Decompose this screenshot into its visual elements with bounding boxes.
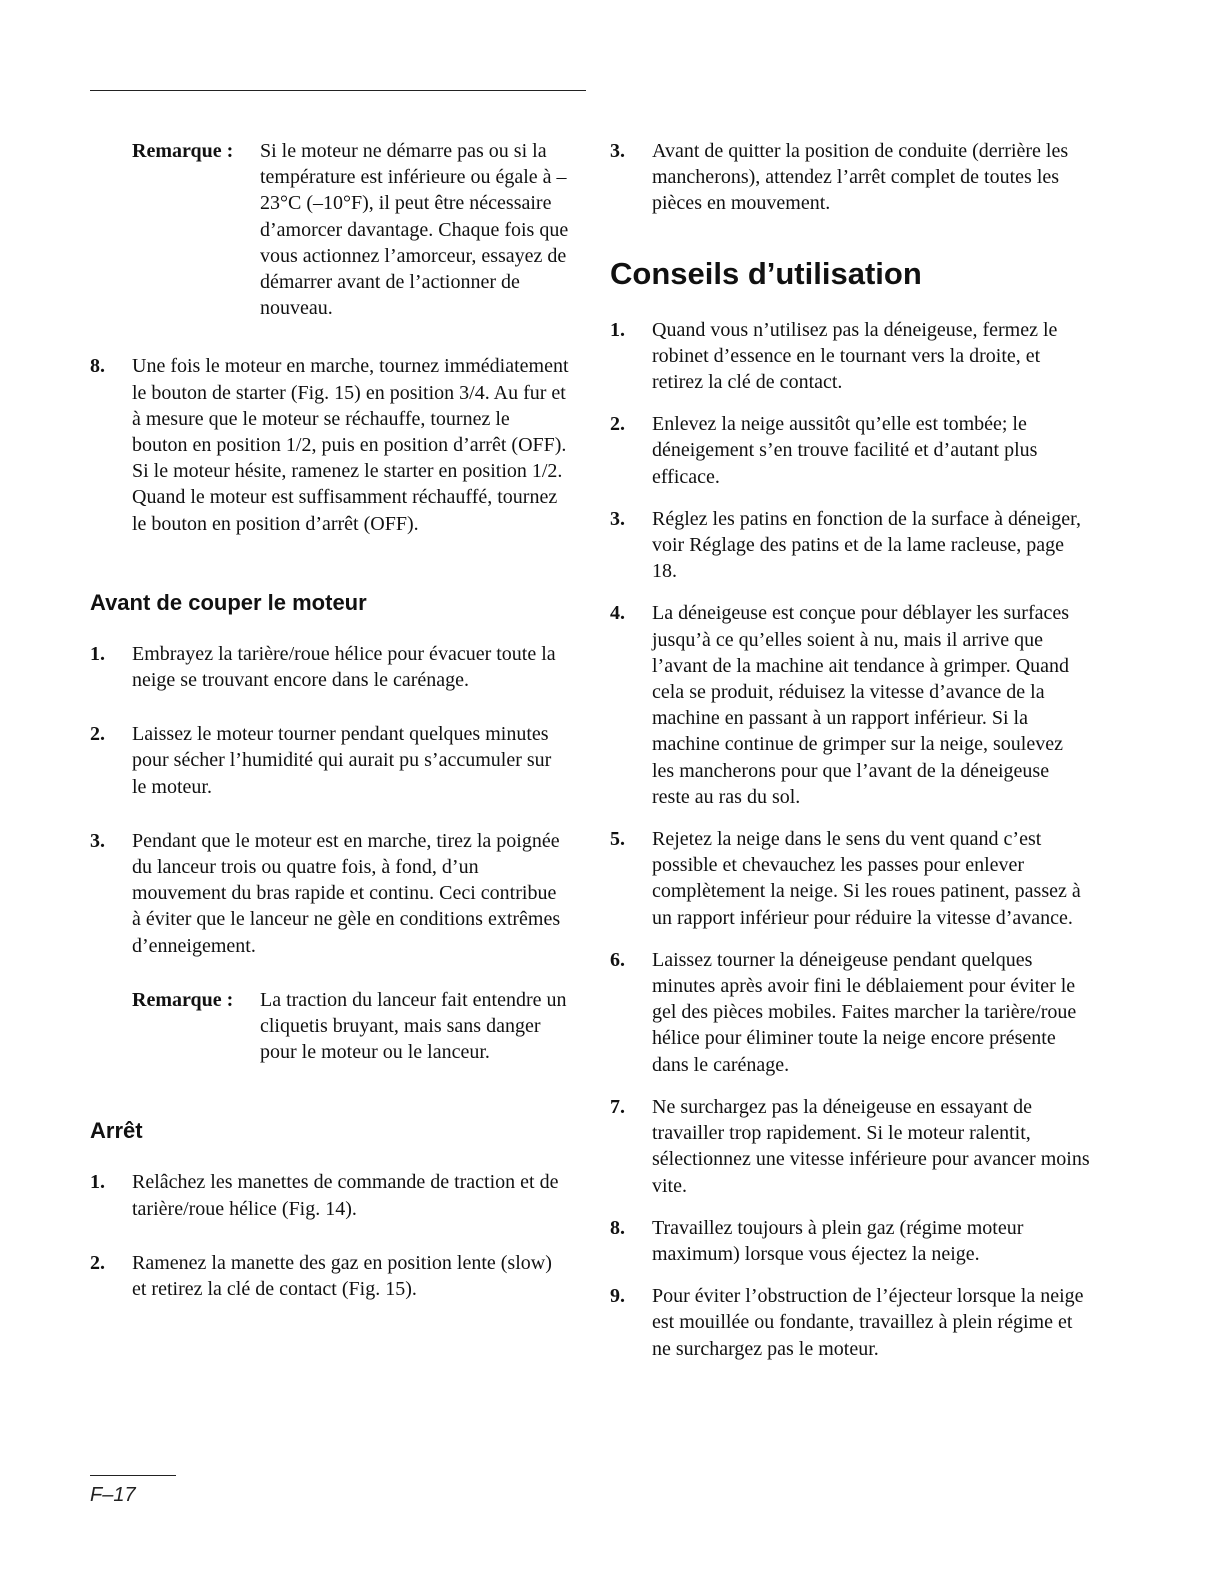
item-text: Quand vous n’utilisez pas la déneigeuse, fermez le robinet d’essence en le tournant vers la droite, et retirez la clé de contact. bbox=[652, 318, 1058, 394]
list-item-3 bbox=[610, 138, 1090, 217]
list-item bbox=[610, 411, 1090, 490]
header-rule bbox=[90, 90, 586, 91]
left-column bbox=[90, 138, 570, 1318]
list-item bbox=[90, 721, 570, 800]
item-number: 6. bbox=[610, 948, 625, 971]
item-text: Travaillez toujours à plein gaz (régime moteur maximum) lorsque vous éjectez la neige. bbox=[652, 1216, 1024, 1265]
item-text: Pour éviter l’obstruction de l’éjecteur lorsque la neige est mouillée ou fondante, travaillez à plein régime et ne surchargez pas le moteur. bbox=[652, 1285, 1084, 1360]
heading-arret: Arrêt bbox=[90, 1118, 143, 1144]
item-text: Pendant que le moteur est en marche, tirez la poignée du lanceur trois ou quatre fois, à fond, d’un mouvement du bras rapide et continu. Ceci contribue à éviter que le lanceur ne gèle en conditions extrêmes d’enneigement. bbox=[132, 829, 561, 957]
note-label: Remarque : bbox=[132, 140, 234, 162]
item-text: Relâchez les manettes de commande de traction et de tarière/roue hélice (Fig. 14). bbox=[132, 1171, 559, 1220]
list-item bbox=[90, 641, 570, 693]
item-number: 1. bbox=[90, 642, 105, 665]
list-item bbox=[90, 1169, 570, 1221]
item-number: 1. bbox=[90, 1171, 105, 1194]
list-item bbox=[610, 826, 1090, 931]
item-text: La déneigeuse est conçue pour déblayer les surfaces jusqu’à ce qu’elles soient à nu, mais il arrive que l’avant de la machine ait tendance à grimper. Quand cela se produit, réduisez la vitesse d’avance de la machine en passant à un rapport inférieur. Si la machine continue de grimper sur la neige, soulevez les mancherons pour que l’avant de la déneigeuse reste au ras du sol. bbox=[652, 602, 1070, 808]
item-number: 9. bbox=[610, 1285, 625, 1308]
note-text: Si le moteur ne démarre pas ou si la température est inférieure ou égale à –23°C (–10°F), il peut être nécessaire d’amorcer davantage. Chaque fois que vous actionnez l’amorceur, essayez de démarrer avant de l’actionner de nouveau. bbox=[260, 140, 569, 320]
item-number: 5. bbox=[610, 828, 625, 851]
list-item bbox=[610, 506, 1090, 585]
heading-avant-de-couper: Avant de couper le moteur bbox=[90, 589, 367, 615]
item-number: 1. bbox=[610, 318, 625, 341]
item-number: 7. bbox=[610, 1095, 625, 1118]
item-number: 2. bbox=[90, 1251, 105, 1274]
list-item bbox=[610, 600, 1090, 810]
note-label: Remarque : bbox=[132, 988, 234, 1011]
item-text: Laissez le moteur tourner pendant quelques minutes pour sécher l’humidité qui aurait pu s’accumuler sur le moteur. bbox=[132, 723, 552, 798]
item-text: Réglez les patins en fonction de la surface à déneiger, voir Réglage des patins et de la lame racleuse, page 18. bbox=[652, 507, 1082, 583]
item-text: Embrayez la tarière/roue hélice pour évacuer toute la neige se trouvant encore dans le carénage. bbox=[132, 642, 556, 692]
list-item bbox=[610, 947, 1090, 1078]
item-text: Rejetez la neige dans le sens du vent quand c’est possible et chevauchez les passes pour enlever complètement la neige. Si les roues patinent, passez à un rapport inférieur pour réduire la vitesse d’avance. bbox=[652, 828, 1081, 929]
list-item bbox=[610, 1215, 1090, 1267]
item-number: 3. bbox=[610, 507, 625, 530]
item-number: 8. bbox=[90, 355, 105, 378]
list-item bbox=[90, 1250, 570, 1302]
item-number: 3. bbox=[610, 140, 625, 162]
page-number: F–17 bbox=[90, 1484, 136, 1506]
note-remarque-amorcage bbox=[132, 138, 570, 321]
list-item bbox=[610, 317, 1090, 396]
right-column bbox=[610, 138, 1090, 1378]
item-text: Ne surchargez pas la déneigeuse en essayant de travailler trop rapidement. Si le moteur ralentit, sélectionnez une vitesse inférieure pour avancer moins vite. bbox=[652, 1095, 1090, 1197]
item-number: 4. bbox=[610, 602, 625, 625]
heading-conseils-utilisation: Conseils d’utilisation bbox=[610, 255, 922, 291]
list-item-8 bbox=[90, 353, 570, 536]
item-number: 8. bbox=[610, 1216, 625, 1239]
list-item bbox=[610, 1094, 1090, 1199]
list-item bbox=[610, 1283, 1090, 1362]
item-text: Ramenez la manette des gaz en position lente (slow) et retirez la clé de contact (Fig. 15). bbox=[132, 1251, 552, 1301]
item-text: Enlevez la neige aussitôt qu’elle est tombée; le déneigement s’en trouve facilité et d’autant plus efficace. bbox=[652, 413, 1038, 488]
item-text: Laissez tourner la déneigeuse pendant quelques minutes après avoir fini le déblaiement pour éviter le gel des pièces mobiles. Faites marcher la tarière/roue hélice pour éliminer toute la neige encore présente dans le carénage. bbox=[652, 948, 1077, 1076]
note-remarque-lanceur bbox=[132, 987, 570, 1066]
item-number: 3. bbox=[90, 829, 105, 852]
list-item bbox=[90, 828, 570, 959]
note-text: La traction du lanceur fait entendre un cliquetis bruyant, mais sans danger pour le moteur ou le lanceur. bbox=[260, 988, 567, 1064]
item-number: 2. bbox=[90, 723, 105, 746]
item-text: Une fois le moteur en marche, tournez immédiatement le bouton de starter (Fig. 15) en position 3/4. Au fur et à mesure que le moteur se réchauffe, tournez le bouton en position 1/2, puis en position d’arrêt (OFF). Si le moteur hésite, ramenez le starter en position 1/2. Quand le moteur est suffisamment réchauffé, tournez le bouton en position d’arrêt (OFF). bbox=[132, 355, 569, 535]
item-number: 2. bbox=[610, 413, 625, 436]
item-text: Avant de quitter la position de conduite (derrière les mancherons), attendez l’arrêt complet de toutes les pièces en mouvement. bbox=[652, 140, 1069, 215]
footer-rule bbox=[90, 1475, 176, 1476]
